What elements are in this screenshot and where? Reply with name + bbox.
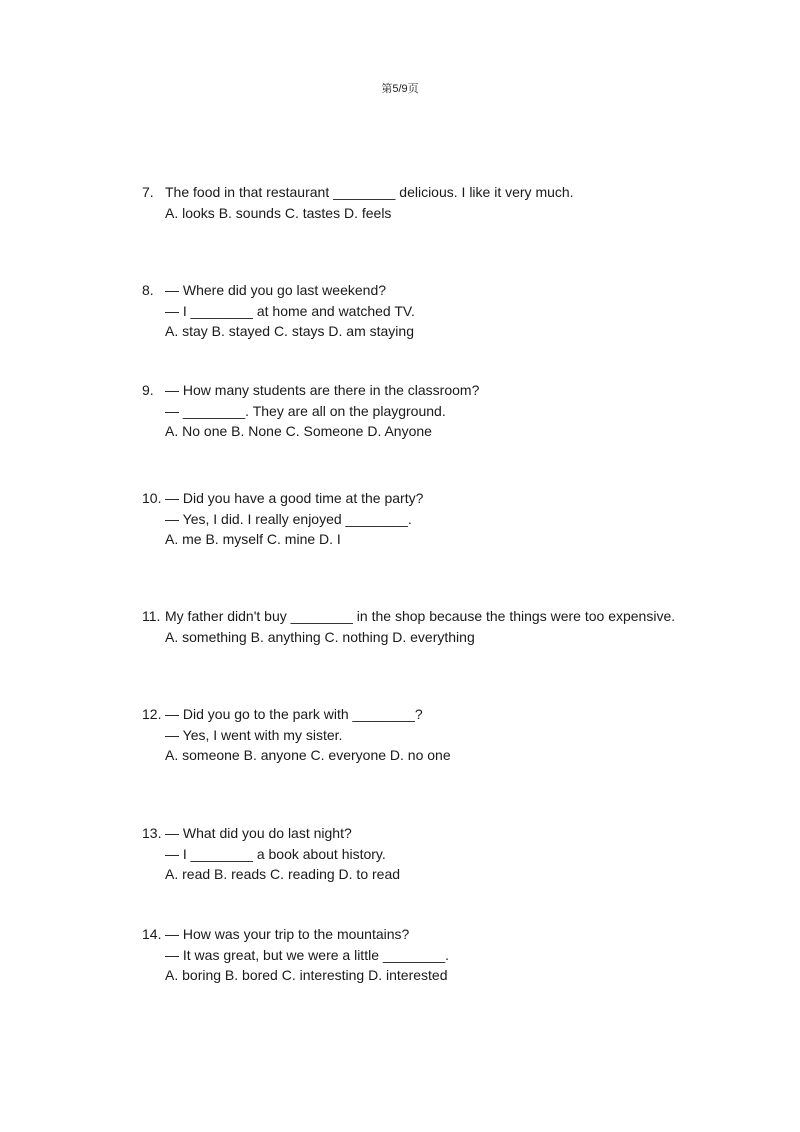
answer-options: A. read B. reads C. reading D. to read bbox=[165, 866, 401, 882]
page-number: 第5/9页 bbox=[381, 83, 419, 95]
answer-options: A. boring B. bored C. interesting D. interested bbox=[165, 967, 448, 983]
question-8 bbox=[142, 280, 742, 342]
dialogue-line: — Did you have a good time at the party? bbox=[165, 490, 424, 506]
answer-options: A. someone B. anyone C. everyone D. no one bbox=[165, 747, 451, 763]
dialogue-line: — Yes, I went with my sister. bbox=[165, 726, 343, 743]
answer-options: A. me B. myself C. mine D. I bbox=[165, 531, 341, 547]
question-number: 10. bbox=[142, 490, 162, 506]
question-number: 7. bbox=[142, 184, 154, 200]
answer-options: A. No one B. None C. Someone D. Anyone bbox=[165, 423, 432, 439]
question-number: 14. bbox=[142, 926, 162, 942]
question-stem: The food in that restaurant ________ delicious. I like it very much. bbox=[165, 184, 574, 200]
question-14 bbox=[142, 924, 742, 986]
question-7 bbox=[142, 182, 742, 223]
dialogue-line: — It was great, but we were a little ________. bbox=[165, 946, 450, 963]
question-number: 9. bbox=[142, 382, 154, 398]
dialogue-line: — ________. They are all on the playground. bbox=[165, 402, 446, 419]
answer-options: A. something B. anything C. nothing D. everything bbox=[165, 628, 475, 645]
dialogue-line: — How was your trip to the mountains? bbox=[165, 926, 410, 942]
answer-options: A. looks B. sounds C. tastes D. feels bbox=[165, 204, 392, 221]
question-number: 8. bbox=[142, 282, 154, 298]
question-number: 11. bbox=[142, 608, 161, 624]
question-number: 13. bbox=[142, 825, 162, 841]
dialogue-line: — I ________ a book about history. bbox=[165, 845, 386, 862]
question-12 bbox=[142, 704, 742, 766]
dialogue-line: — Did you go to the park with ________? bbox=[165, 706, 423, 722]
question-stem: My father didn't buy ________ in the shop because the things were too expensive. bbox=[165, 608, 676, 624]
dialogue-line: — Yes, I did. I really enjoyed ________. bbox=[165, 510, 412, 527]
question-11 bbox=[142, 606, 742, 647]
dialogue-line: — Where did you go last weekend? bbox=[165, 282, 387, 298]
question-13 bbox=[142, 823, 742, 885]
answer-options: A. stay B. stayed C. stays D. am staying bbox=[165, 323, 414, 339]
dialogue-line: — How many students are there in the classroom? bbox=[165, 382, 480, 398]
question-number: 12. bbox=[142, 706, 162, 722]
dialogue-line: — I ________ at home and watched TV. bbox=[165, 302, 415, 319]
dialogue-line: — What did you do last night? bbox=[165, 825, 352, 841]
question-10 bbox=[142, 488, 742, 550]
question-9 bbox=[142, 380, 742, 442]
